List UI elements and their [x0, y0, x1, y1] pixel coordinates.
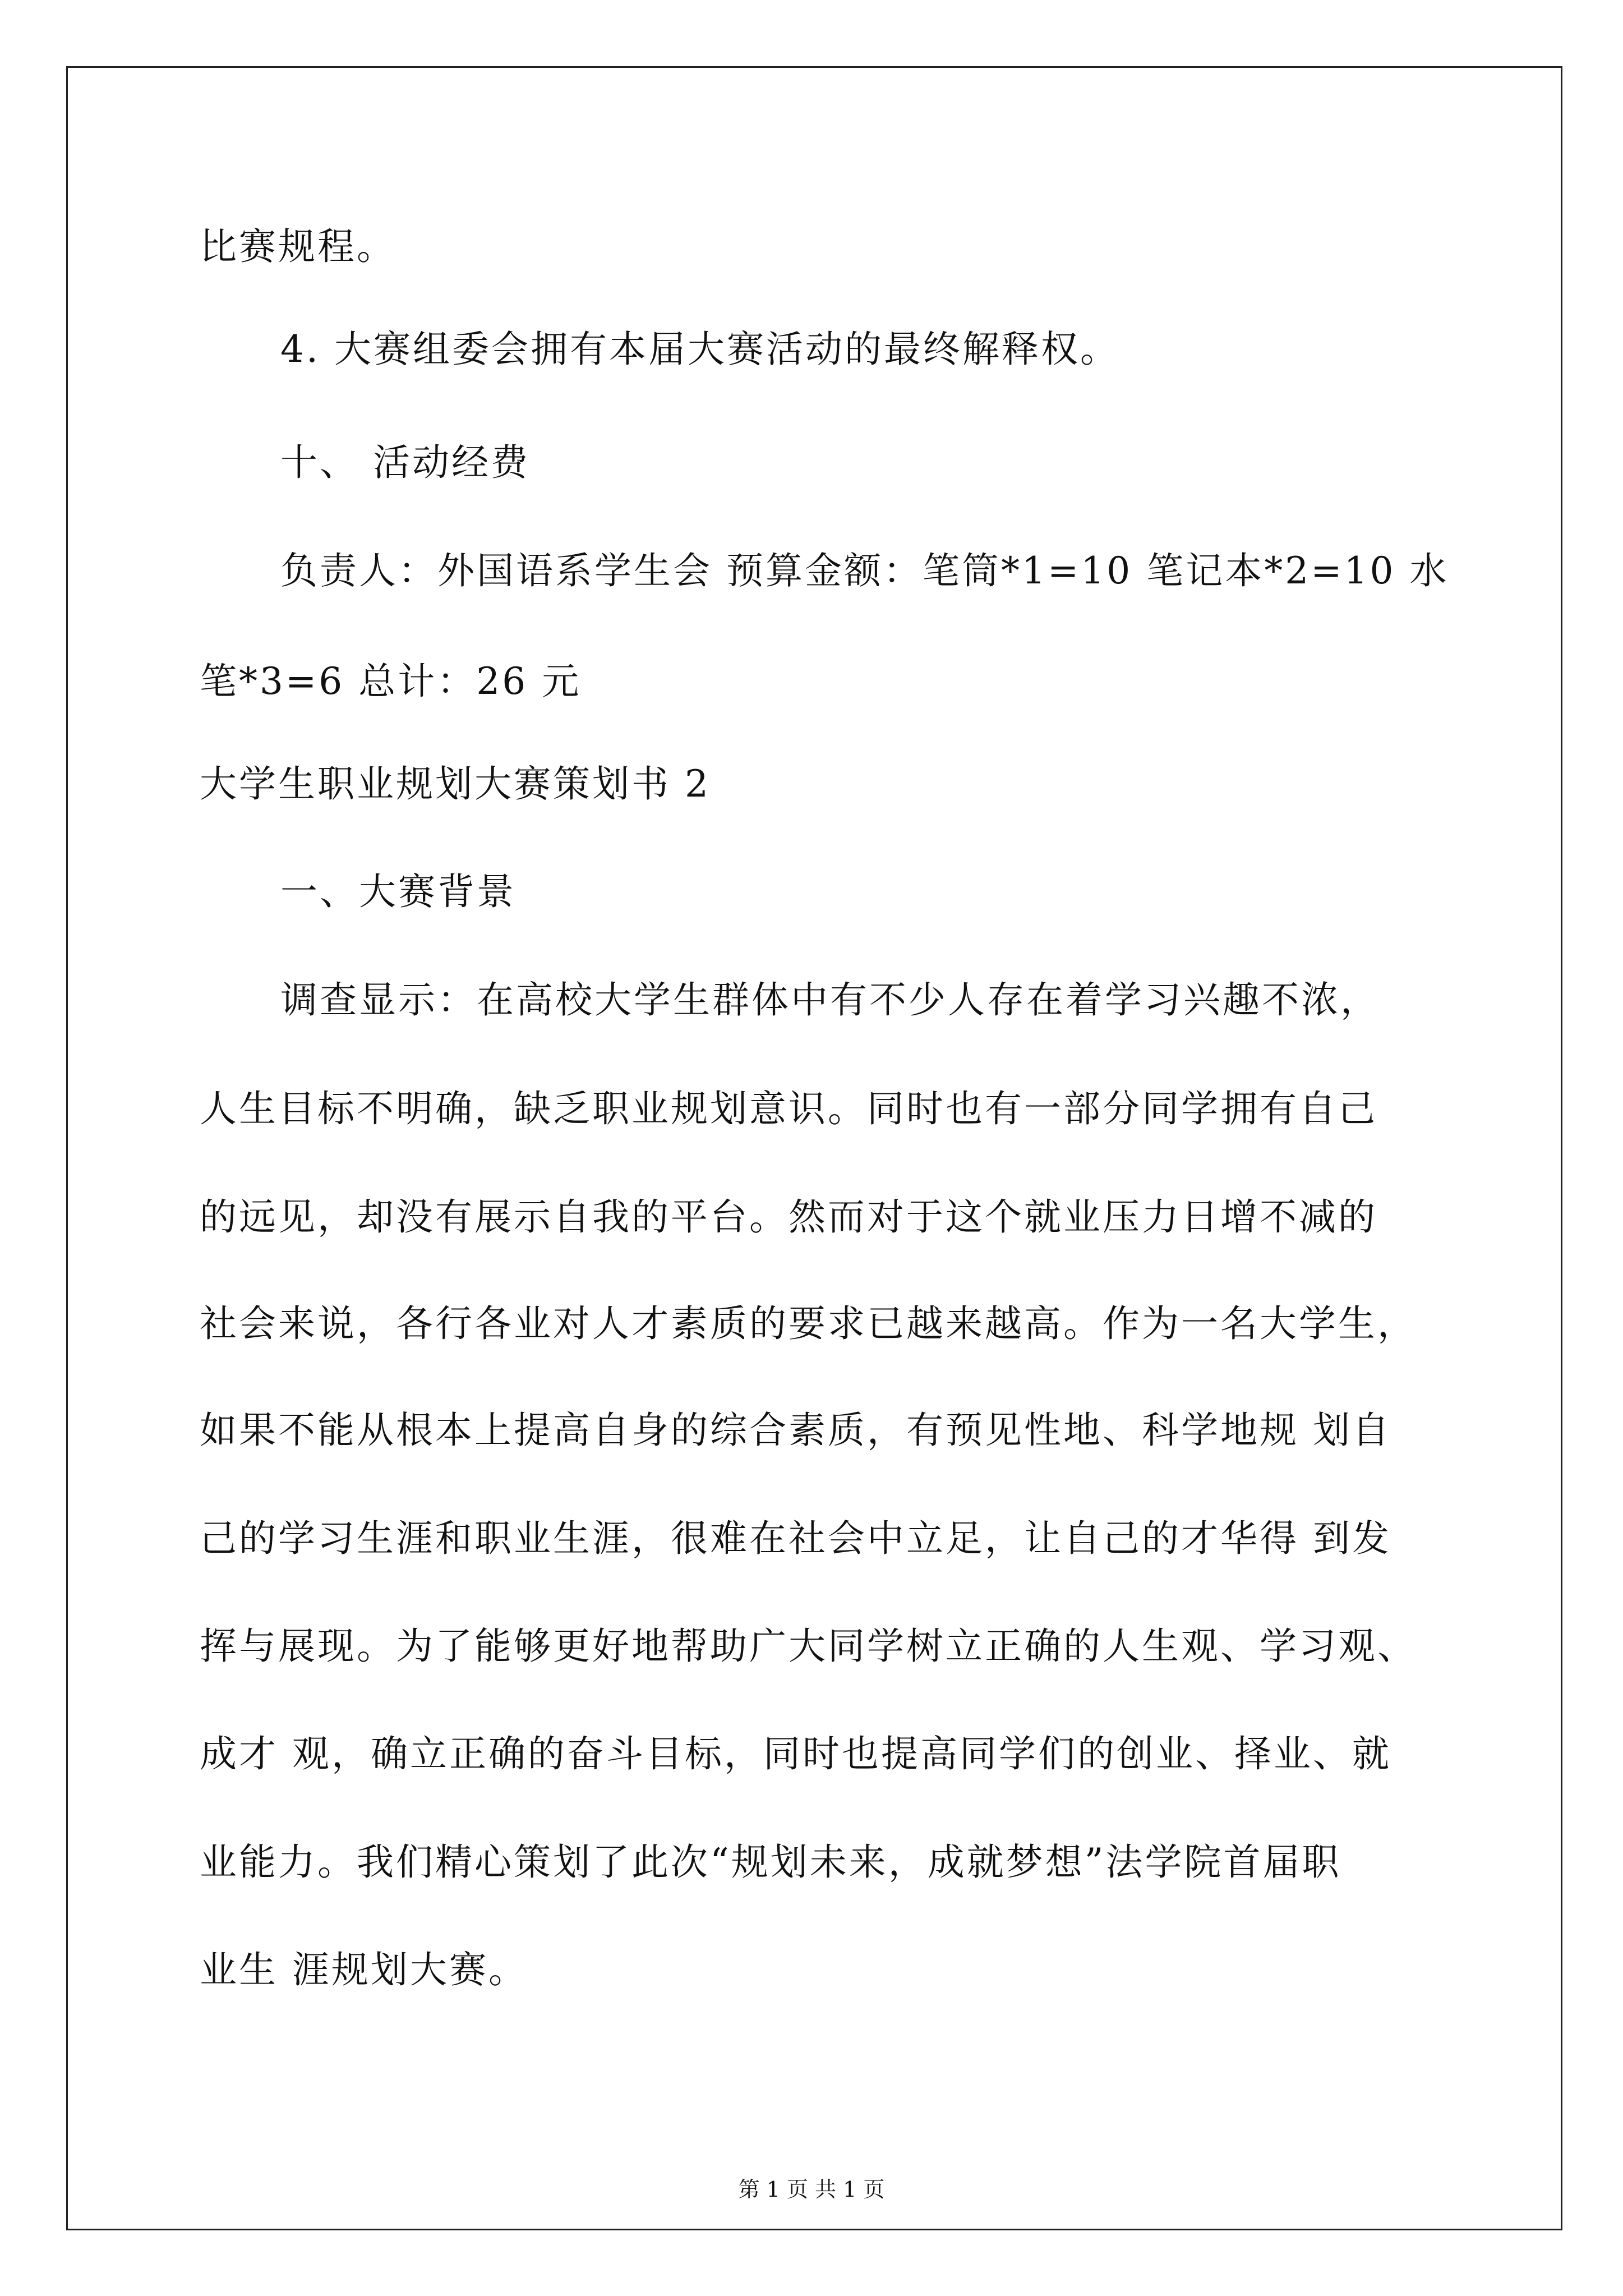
text-line: 的远见，却没有展示自我的平台。然而对于这个就业压力日增不减的: [200, 1195, 1377, 1239]
text-line: 己的学习生涯和职业生涯，很难在社会中立足，让自己的才华得 到发: [200, 1517, 1391, 1560]
page-footer: 第 1 页 共 1 页: [738, 2177, 885, 2202]
text-line: 4. 大赛组委会拥有本届大赛活动的最终解释权。: [280, 328, 1119, 371]
text-line: 负责人：外国语系学生会 预算金额：笔筒*1=10 笔记本*2=10 水: [280, 549, 1449, 592]
document-title: 大学生职业规划大赛策划书 2: [200, 762, 711, 806]
text-line: 业能力。我们精心策划了此次“规划未来，成就梦想”法学院首届职: [200, 1841, 1341, 1884]
section-heading: 一、大赛背景: [280, 870, 516, 913]
text-line: 笔*3=6 总计：26 元: [200, 660, 582, 703]
text-line: 社会来说，各行各业对人才素质的要求已越来越高。作为一名大学生，: [200, 1302, 1417, 1345]
text-line: 比赛规程。: [200, 225, 396, 268]
text-line: 成才 观，确立正确的奋斗目标，同时也提高同学们的创业、择业、就: [200, 1732, 1391, 1775]
text-line: 如果不能从根本上提高自身的综合素质，有预见性地、科学地规 划自: [200, 1409, 1391, 1452]
section-heading: 十、 活动经费: [280, 441, 530, 484]
text-line: 挥与展现。为了能够更好地帮助广大同学树立正确的人生观、学习观、: [200, 1625, 1417, 1668]
text-line: 人生目标不明确，缺乏职业规划意识。同时也有一部分同学拥有自己: [200, 1087, 1377, 1130]
page-border: [66, 66, 1562, 2230]
text-line: 调查显示：在高校大学生群体中有不少人存在着学习兴趣不浓，: [280, 978, 1380, 1022]
text-line: 业生 涯规划大赛。: [200, 1948, 528, 1991]
